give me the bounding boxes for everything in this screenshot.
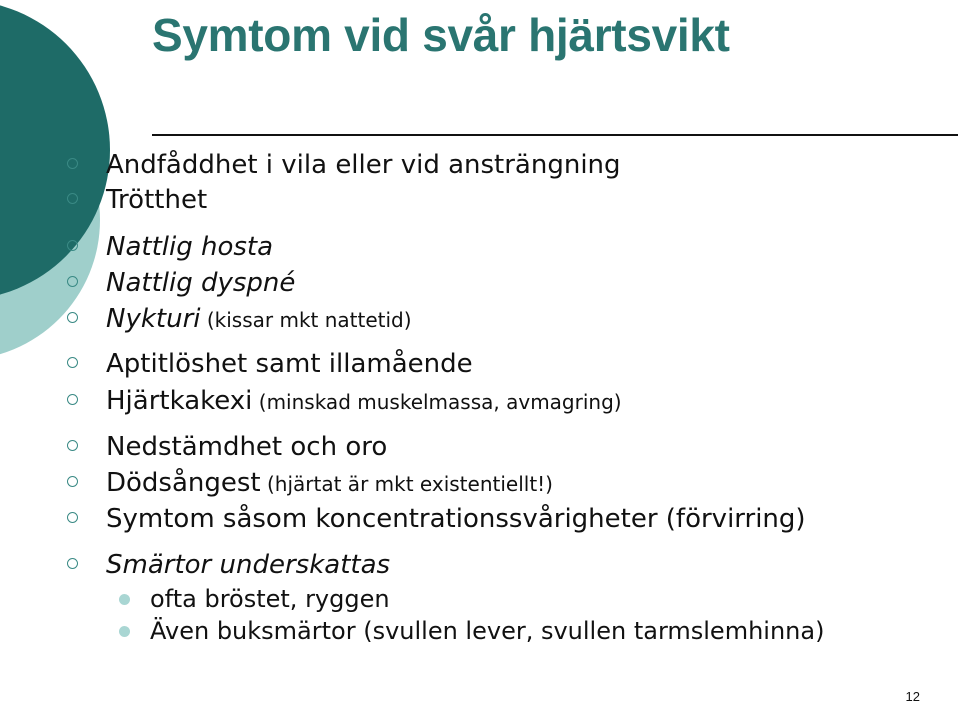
list-item-text: Aptitlöshet samt illamående: [106, 349, 473, 379]
list-item-text: Nattlig hosta: [106, 232, 274, 262]
ring-bullet-icon: [67, 512, 78, 523]
ring-bullet-icon: [67, 312, 78, 323]
list-item-text: Dödsångest: [106, 468, 261, 498]
ring-bullet-icon: [67, 158, 78, 169]
sub-list-item-text: ofta bröstet, ryggen: [150, 585, 390, 613]
ring-bullet-icon: [67, 357, 78, 368]
list-item-text: Andfåddhet i vila eller vid ansträngning: [106, 150, 621, 180]
list-item-text: Nykturi: [106, 304, 201, 334]
list-item-text: Nedstämdhet och oro: [106, 432, 388, 462]
list-item-note: (kissar mkt nattetid): [200, 308, 412, 332]
ring-bullet-icon: [67, 558, 78, 569]
list-item-text: Symtom såsom koncentrationssvårigheter (förvirring): [106, 504, 806, 534]
list-item-text: Nattlig dyspné: [106, 268, 296, 298]
page-number: 12: [905, 689, 920, 704]
list-item-note: (minskad muskelmassa, avmagring): [252, 390, 622, 414]
list-item-text: Trötthet: [106, 185, 208, 215]
ring-bullet-icon: [67, 193, 78, 204]
list-item-text: Hjärtkakexi: [106, 386, 253, 416]
ring-bullet-icon: [67, 440, 78, 451]
ring-bullet-icon: [67, 240, 78, 251]
list-item-note: (hjärtat är mkt existentiellt!): [260, 472, 553, 496]
title-underline: [152, 134, 958, 136]
sub-list-item-text: Även buksmärtor (svullen lever, svullen tarmslemhinna): [150, 617, 825, 645]
dot-bullet-icon: [119, 594, 130, 605]
decorative-circles: [0, 0, 120, 380]
dot-bullet-icon: [119, 626, 130, 637]
ring-bullet-icon: [67, 476, 78, 487]
list-item-text: Smärtor underskattas: [106, 550, 391, 580]
ring-bullet-icon: [67, 276, 78, 287]
ring-bullet-icon: [67, 394, 78, 405]
slide-title: Symtom vid svår hjärtsvikt: [152, 9, 730, 61]
